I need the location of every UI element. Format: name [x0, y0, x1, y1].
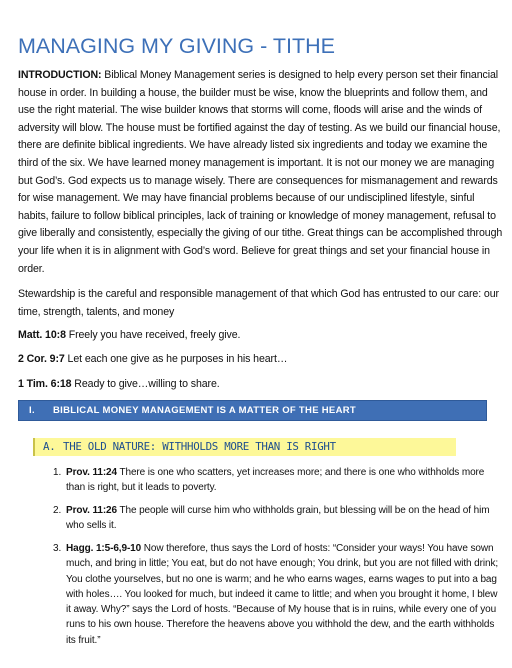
list-item: [53, 541, 502, 648]
subsection-letter: A.: [43, 440, 56, 453]
list-item-number: 3.: [53, 543, 62, 554]
verse-text: Ready to give…willing to share.: [71, 378, 220, 390]
introduction-text: Biblical Money Management series is designed to help every person set their financial house in order. In building a house, the builder must be wise, know the blueprints and follow them, and use the right material. The wise builder knows that storms will come, floods will arise and the winds of adversity will blow. The house must be fortified against the day of testing. As we build our financial house, there are definite biblical ingredients. We have already listed six ingredients and today we examine the third of the six. We have learned money management is important. It is not our money we are managing but God’s. God expects us to manage wisely. There are consequences for mismanagement and rewards for wise management. We may have financial problems because of our undisciplined lifestyle, sinful habits, failure to follow biblical principles, lack of training or knowledge of money management, refusal to give liberally and consistently, especially the giving of our tithe. Great things can be accomplished through your life when it is in alignment with God’s word. Believe for great things and set your financial house in order.: [18, 69, 503, 275]
verse-reference: Matt. 10:8: [18, 329, 66, 341]
section-heading-bar: [18, 400, 487, 421]
verse-line: [18, 377, 220, 391]
list-item-reference: Hagg. 1:5-6,9-10: [66, 543, 142, 554]
subsection-heading: THE OLD NATURE: WITHHOLDS MORE THAN IS RIGHT: [63, 440, 336, 453]
list-item-number: 2.: [53, 505, 62, 516]
verse-reference: 2 Cor. 9:7: [18, 353, 65, 365]
introduction-paragraph: [18, 67, 506, 278]
list-item: [53, 465, 502, 496]
list-item-number: 1.: [53, 467, 62, 478]
list-item: [53, 503, 502, 534]
section-numeral: I.: [29, 405, 35, 416]
stewardship-definition: Stewardship is the careful and responsible management of that which God has entrusted to our care: our time, strength, talents, and money: [18, 288, 499, 318]
list-item-text: There is one who scatters, yet increases more; and there is one who withholds more than is right, but it leads to poverty.: [66, 467, 485, 494]
introduction-label: INTRODUCTION:: [18, 69, 102, 81]
list-item-reference: Prov. 11:24: [66, 467, 117, 478]
list-item-reference: Prov. 11:26: [66, 505, 117, 516]
verse-line: [18, 328, 240, 342]
verse-text: Let each one give as he purposes in his heart…: [64, 353, 288, 365]
verse-reference: 1 Tim. 6:18: [18, 378, 72, 390]
subsection-heading-bar: [33, 438, 456, 456]
verse-line: [18, 352, 287, 366]
page-title: MANAGING MY GIVING - TITHE: [18, 34, 335, 58]
verse-text: Freely you have received, freely give.: [65, 329, 241, 341]
list-item-text: The people will curse him who withholds grain, but blessing will be on the head of him who sells it.: [66, 505, 490, 532]
section-heading: BIBLICAL MONEY MANAGEMENT IS A MATTER OF THE HEART: [53, 405, 356, 416]
list-item-text: Now therefore, thus says the Lord of hosts: “Consider your ways! You have sown much, and bring in little; You eat, but do not have enough; You drink, but you are not filled with drink; You clothe yourselves, but no one is warm; and he who earns wages, earns wages to put into a bag with holes…. You looked for much, but indeed it came to little; and when you brought it home, I blew it away. Why?” says the Lord of hosts. “Because of My house that is in ruins, while every one of you runs to his own house. Therefore the heavens above you withhold the dew, and the earth withholds its fruit.”: [66, 543, 499, 646]
